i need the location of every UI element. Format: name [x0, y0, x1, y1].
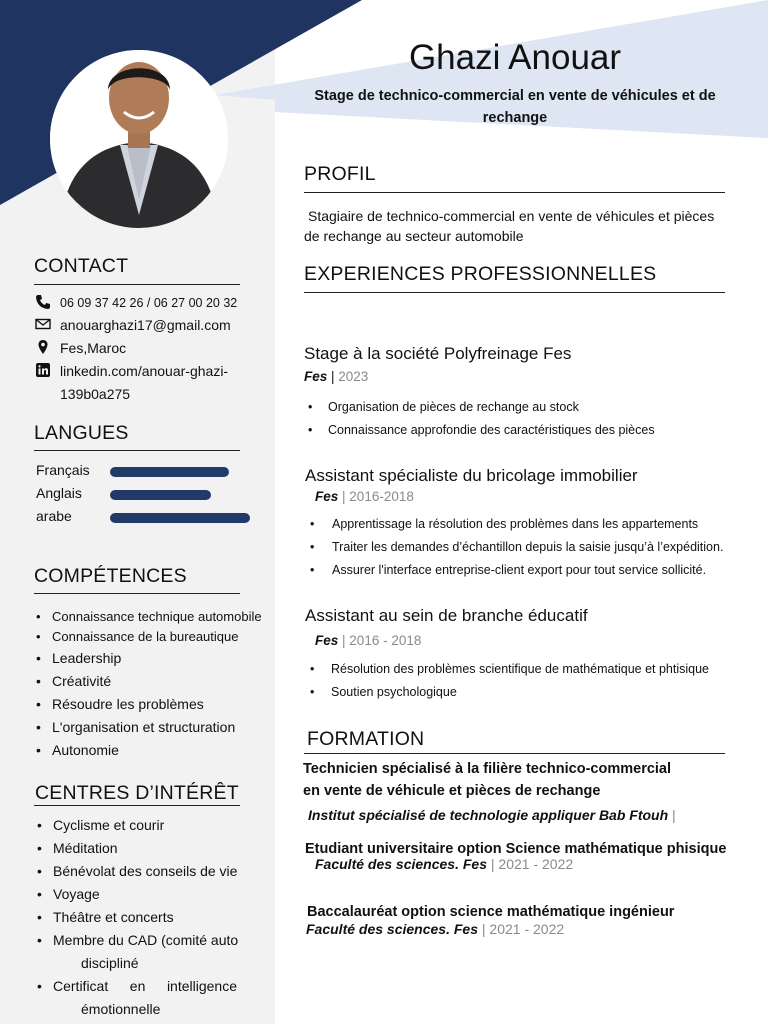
education-degree: Baccalauréat option science mathématique ingénieur	[307, 904, 675, 920]
linkedin-url-line-1[interactable]: linkedin.com/anouar-ghazi-	[60, 363, 229, 379]
languages-title: LANGUES	[34, 422, 129, 444]
profile-text	[304, 206, 734, 246]
list-item: • Leadership	[34, 647, 235, 670]
job-meta: Fes | 2016 - 2018	[315, 633, 422, 648]
location-text: Fes,Maroc	[60, 340, 127, 356]
institution-name: Institut spécialisé de technologie appliquer Bab Ftouh	[308, 807, 669, 823]
institution-name: Faculté des sciences. Fes	[306, 921, 478, 937]
skills-small-list	[34, 607, 262, 647]
job-date: 2016 - 2018	[349, 633, 422, 648]
linkedin-url-line-2[interactable]: 139b0a275	[60, 386, 131, 402]
skills-list	[34, 647, 235, 762]
list-item: • Résolution des problèmes scientifique de mathématique et phtisique	[308, 658, 709, 681]
list-item: • Créativité	[34, 670, 235, 693]
job-bullets	[308, 658, 709, 704]
list-item: • Cyclisme et courir	[35, 814, 240, 837]
list-item	[35, 975, 240, 1021]
list-item: • Autonomie	[34, 739, 235, 762]
interest-line-2: émotionnelle	[81, 1001, 161, 1017]
interests-title: CENTRES D’INTÉRÊT	[35, 782, 239, 804]
interest-line-1: Membre du CAD (comité auto	[53, 932, 239, 948]
contact-location	[34, 337, 126, 360]
education-institution: Institut spécialisé de technologie appliquer Bab Ftouh |	[308, 807, 676, 823]
language-level-bar	[110, 513, 250, 523]
profile-photo	[50, 50, 228, 228]
language-label: Français	[36, 462, 90, 478]
list-item: • Assurer l'interface entreprise-client export pour tout service sollicité.	[308, 559, 723, 582]
list-item: • Traiter les demandes d’échantillon depuis la saisie jusqu’à l’expédition.	[308, 536, 723, 559]
education-date: 2021 - 2022	[489, 921, 565, 937]
interests-divider	[34, 805, 240, 806]
list-item: • Connaissance technique automobile	[34, 607, 262, 627]
job-meta: Fes | 2023	[304, 369, 369, 384]
education-degree: Etudiant universitaire option Science mathématique phisique	[305, 841, 727, 857]
envelope-icon	[34, 316, 52, 332]
job-title: Assistant au sein de branche éducatif	[305, 606, 588, 625]
education-institution: Faculté des sciences. Fes | 2021 - 2022	[315, 856, 574, 872]
email-address[interactable]: anouarghazi17@gmail.com	[60, 317, 231, 333]
degree-line-1: Technicien spécialisé à la filière technico-commercial	[303, 761, 672, 777]
list-item: • Apprentissage la résolution des problèmes dans les appartements	[308, 513, 723, 536]
education-institution: Faculté des sciences. Fes | 2021 - 2022	[306, 921, 565, 937]
phone-icon	[34, 294, 52, 310]
job-place: Fes	[315, 633, 339, 648]
education-date: 2021 - 2022	[498, 856, 574, 872]
experience-title: EXPERIENCES PROFESSIONNELLES	[304, 263, 657, 285]
list-item: • Voyage	[35, 883, 240, 906]
education-divider	[304, 753, 725, 754]
phone-number: 06 09 37 42 26 / 06 27 00 20 32	[60, 296, 238, 310]
interests-list	[35, 814, 240, 1021]
experience-divider	[304, 292, 725, 293]
list-item: • Résoudre les problèmes	[34, 693, 235, 716]
list-item: • Connaissance de la bureautique	[34, 627, 262, 647]
list-item: • Connaissance approfondie des caractéristiques des pièces	[306, 419, 655, 442]
profile-divider	[304, 192, 725, 193]
profile-text-line-2: de rechange au secteur automobile	[304, 228, 524, 244]
language-level-bar	[110, 467, 229, 477]
list-item	[35, 929, 240, 975]
education-degree	[303, 758, 671, 802]
job-date: 2016-2018	[349, 489, 414, 504]
job-place: Fes	[315, 489, 339, 504]
list-item: • Méditation	[35, 837, 240, 860]
linkedin-url[interactable]	[60, 360, 228, 406]
job-bullets	[308, 513, 723, 582]
language-level-bar	[110, 490, 211, 500]
language-label: Anglais	[36, 485, 82, 501]
institution-name: Faculté des sciences. Fes	[315, 856, 487, 872]
location-pin-icon	[34, 339, 52, 355]
degree-line-2: en vente de véhicule et pièces de rechange	[303, 783, 601, 799]
education-title: FORMATION	[307, 728, 425, 750]
skills-title: COMPÉTENCES	[34, 565, 187, 587]
candidate-name: Ghazi Anouar	[408, 38, 622, 77]
contact-phone	[34, 292, 237, 315]
list-item: • Soutien psychologique	[308, 681, 709, 704]
linkedin-icon	[34, 362, 52, 378]
list-item: • Organisation de pièces de rechange au stock	[306, 396, 655, 419]
list-item: • Bénévolat des conseils de vie	[35, 860, 240, 883]
profile-text-line-1: Stagiaire de technico-commercial en vente de véhicules et pièces	[308, 208, 715, 224]
job-meta: Fes | 2016-2018	[315, 489, 414, 504]
job-bullets	[306, 396, 655, 442]
skills-divider	[34, 593, 240, 594]
languages-divider	[34, 450, 240, 451]
job-title: Stage à la société Polyfreinage Fes	[304, 344, 572, 363]
job-place: Fes	[304, 369, 328, 384]
contact-email	[34, 314, 231, 337]
contact-title: CONTACT	[34, 255, 129, 277]
contact-linkedin	[34, 360, 228, 406]
language-label: arabe	[36, 508, 72, 524]
job-subtitle: Stage de technico-commercial en vente de véhicules et de rechange	[314, 88, 716, 126]
interest-line-2: discipliné	[81, 955, 139, 971]
contact-divider	[34, 284, 240, 285]
interest-line-1: Certificat en intelligence	[53, 978, 237, 994]
job-title: Assistant spécialiste du bricolage immobilier	[305, 466, 638, 485]
job-date: 2023	[338, 369, 369, 384]
profile-title: PROFIL	[304, 163, 376, 185]
list-item: • Théâtre et concerts	[35, 906, 240, 929]
list-item: • L'organisation et structuration	[34, 716, 235, 739]
